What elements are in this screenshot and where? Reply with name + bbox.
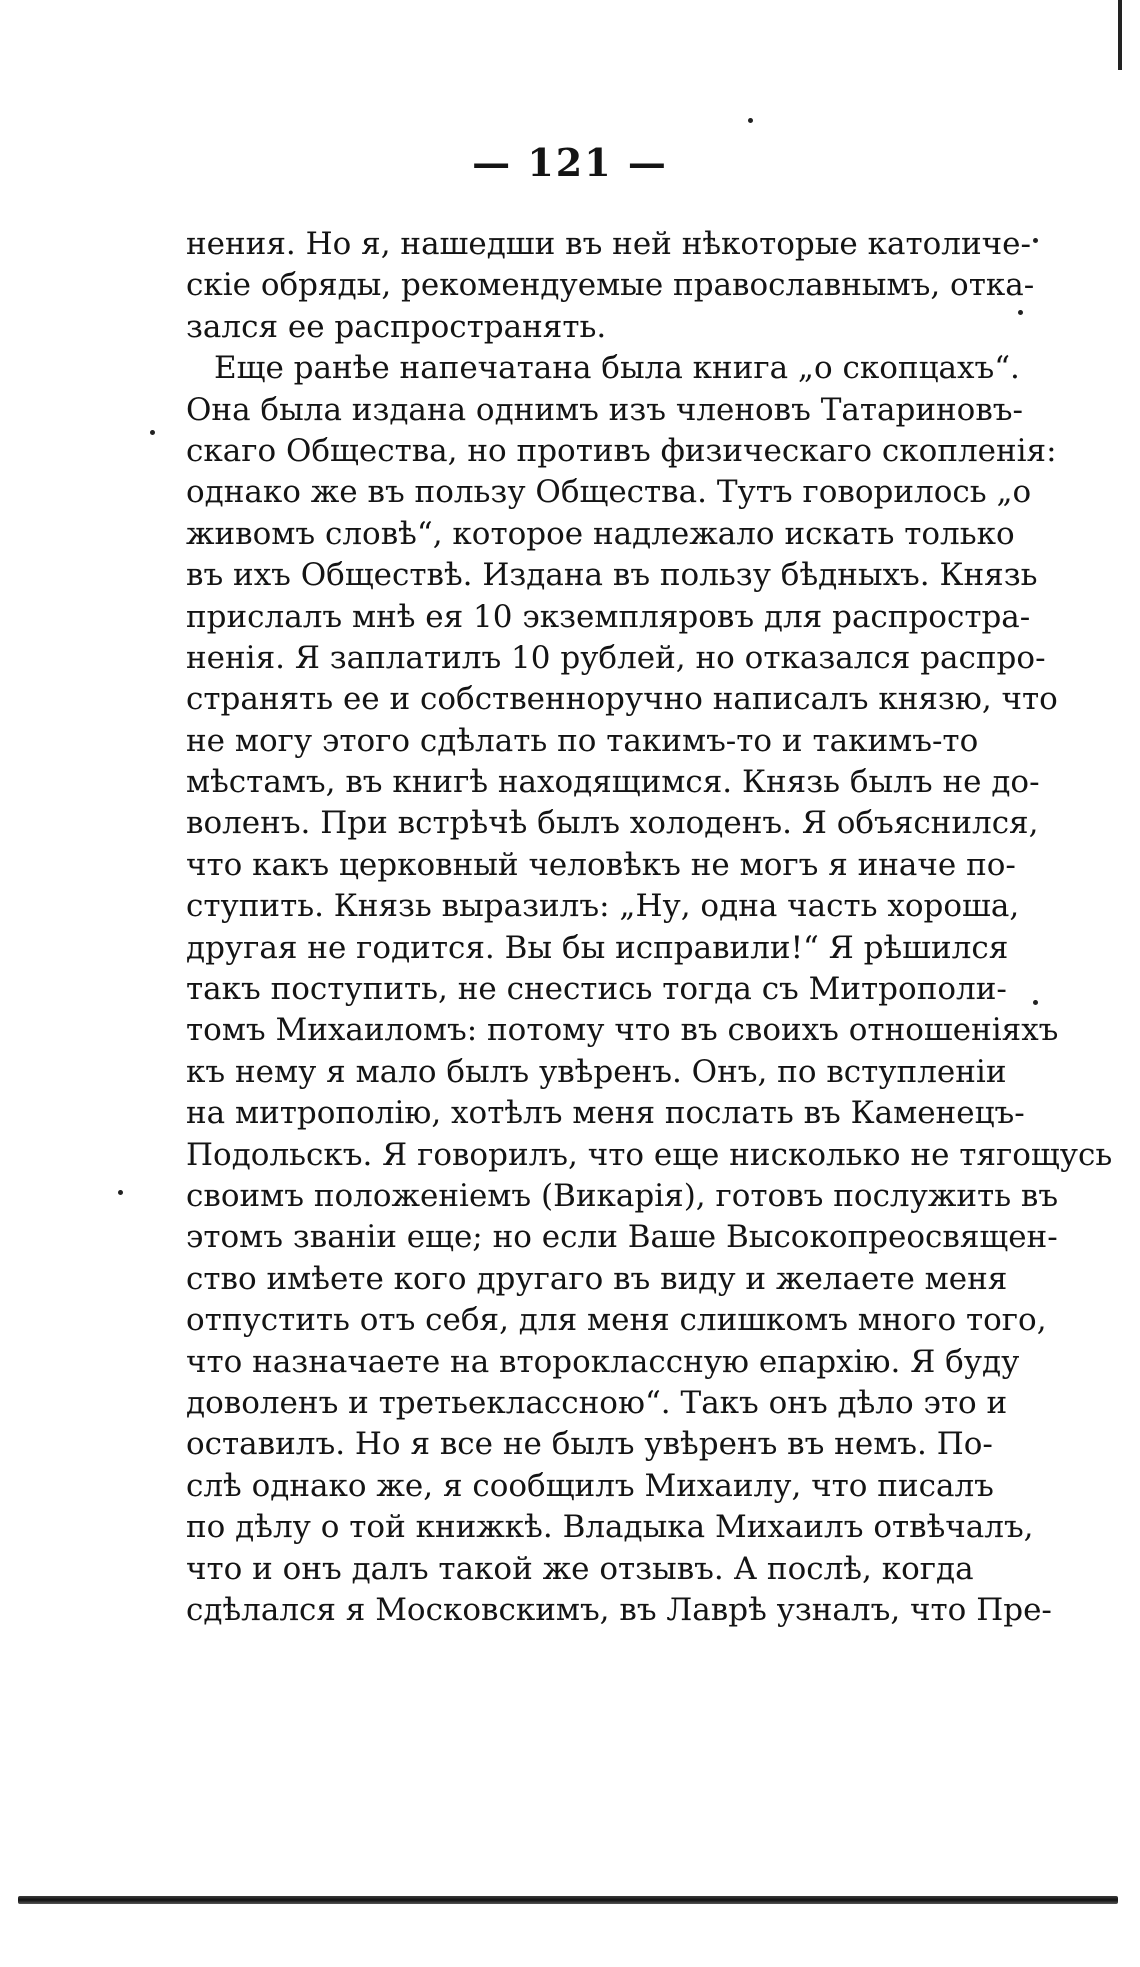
text-line: ступить. Князь выразилъ: „Ну, одна часть хороша, — [186, 888, 1020, 925]
scan-speck — [1033, 1000, 1038, 1005]
text-line: по дѣлу о той книжкѣ. Владыка Михаилъ отвѣчалъ, — [186, 1509, 1034, 1546]
text-line: воленъ. При встрѣчѣ былъ холоденъ. Я объяснился, — [186, 805, 1039, 842]
text-line: нения. Но я, нашедши въ ней нѣкоторые католиче- — [186, 226, 1031, 262]
text-line: другая не годится. Вы бы исправили!“ Я рѣшился — [186, 929, 1009, 966]
text-line: Подольскъ. Я говорилъ, что еще нисколько не тягощусь — [186, 1136, 1113, 1173]
text-line: слѣ однако же, я сообщилъ Михаилу, что писалъ — [186, 1467, 994, 1504]
scan-speck — [748, 118, 753, 123]
scan-edge-mark — [1118, 0, 1122, 70]
text-line: этомъ званіи еще; но если Ваше Высокопреосвящен- — [186, 1219, 1058, 1256]
text-line: странять ее и собственноручно написалъ князю, что — [186, 681, 1058, 718]
text-line: мѣстамъ, въ книгѣ находящимся. Князь былъ не до- — [186, 764, 1040, 801]
text-line: доволенъ и третьеклассною“. Такъ онъ дѣло это и — [186, 1384, 1008, 1421]
text-line: Она была издана однимъ изъ членовъ Татариновъ- — [186, 391, 1023, 428]
text-line: сдѣлался я Московскимъ, въ Лаврѣ узналъ, что Пре- — [186, 1591, 1052, 1628]
text-line: на митрополію, хотѣлъ меня послать въ Каменецъ- — [186, 1095, 1025, 1132]
scan-speck — [118, 1190, 123, 1195]
text-line: отпустить отъ себя, для меня слишкомъ много того, — [186, 1302, 1047, 1339]
text-line: къ нему я мало былъ увѣренъ. Онъ, по вступленіи — [186, 1053, 1007, 1090]
text-line: ненія. Я заплатилъ 10 рублей, но отказался распро- — [186, 639, 1046, 676]
text-line: Еще ранѣе напечатана была книга „о скопцахъ“. — [214, 350, 1020, 387]
text-line: не могу этого сдѣлать по такимъ-то и такимъ-то — [186, 722, 979, 759]
bottom-rule — [18, 1896, 1118, 1904]
text-line: скаго Общества, но противъ физическаго скопленія: — [186, 432, 1057, 469]
scan-speck — [1018, 310, 1023, 315]
scan-speck — [1033, 238, 1038, 243]
text-line: однако же въ пользу Общества. Тутъ говорилось „о — [186, 474, 1032, 511]
text-line: своимъ положеніемъ (Викарія), готовъ послужить въ — [186, 1177, 1059, 1214]
text-line: что и онъ далъ такой же отзывъ. А послѣ, когда — [186, 1550, 974, 1587]
text-line: томъ Михаиломъ: потому что въ своихъ отношеніяхъ — [186, 1012, 1059, 1049]
text-line: прислалъ мнѣ ея 10 экземпляровъ для распростра- — [186, 598, 1031, 635]
text-line: въ ихъ Обществѣ. Издана въ пользу бѣдныхъ. Князь — [186, 557, 1038, 594]
page-number: — 121 — — [472, 140, 668, 185]
text-line: живомъ словѣ“, которое надлежало искать только — [186, 515, 1015, 552]
text-line: оставилъ. Но я все не былъ увѣренъ въ немъ. По- — [186, 1426, 993, 1463]
text-line: ство имѣете кого другаго въ виду и желаете меня — [186, 1260, 1008, 1297]
text-line: зался ее распространять. — [186, 308, 607, 345]
scan-speck — [150, 430, 155, 435]
text-line: такъ поступить, не снестись тогда съ Митрополи- — [186, 971, 1007, 1008]
text-line: что какъ церковный человѣкъ не могъ я иначе по- — [186, 846, 1016, 883]
text-line: скіе обряды, рекомендуемые православнымъ, отка- — [186, 267, 1035, 304]
text-line: что назначаете на второклассную епархію. Я буду — [186, 1343, 1020, 1380]
body-text — [186, 224, 1113, 1631]
